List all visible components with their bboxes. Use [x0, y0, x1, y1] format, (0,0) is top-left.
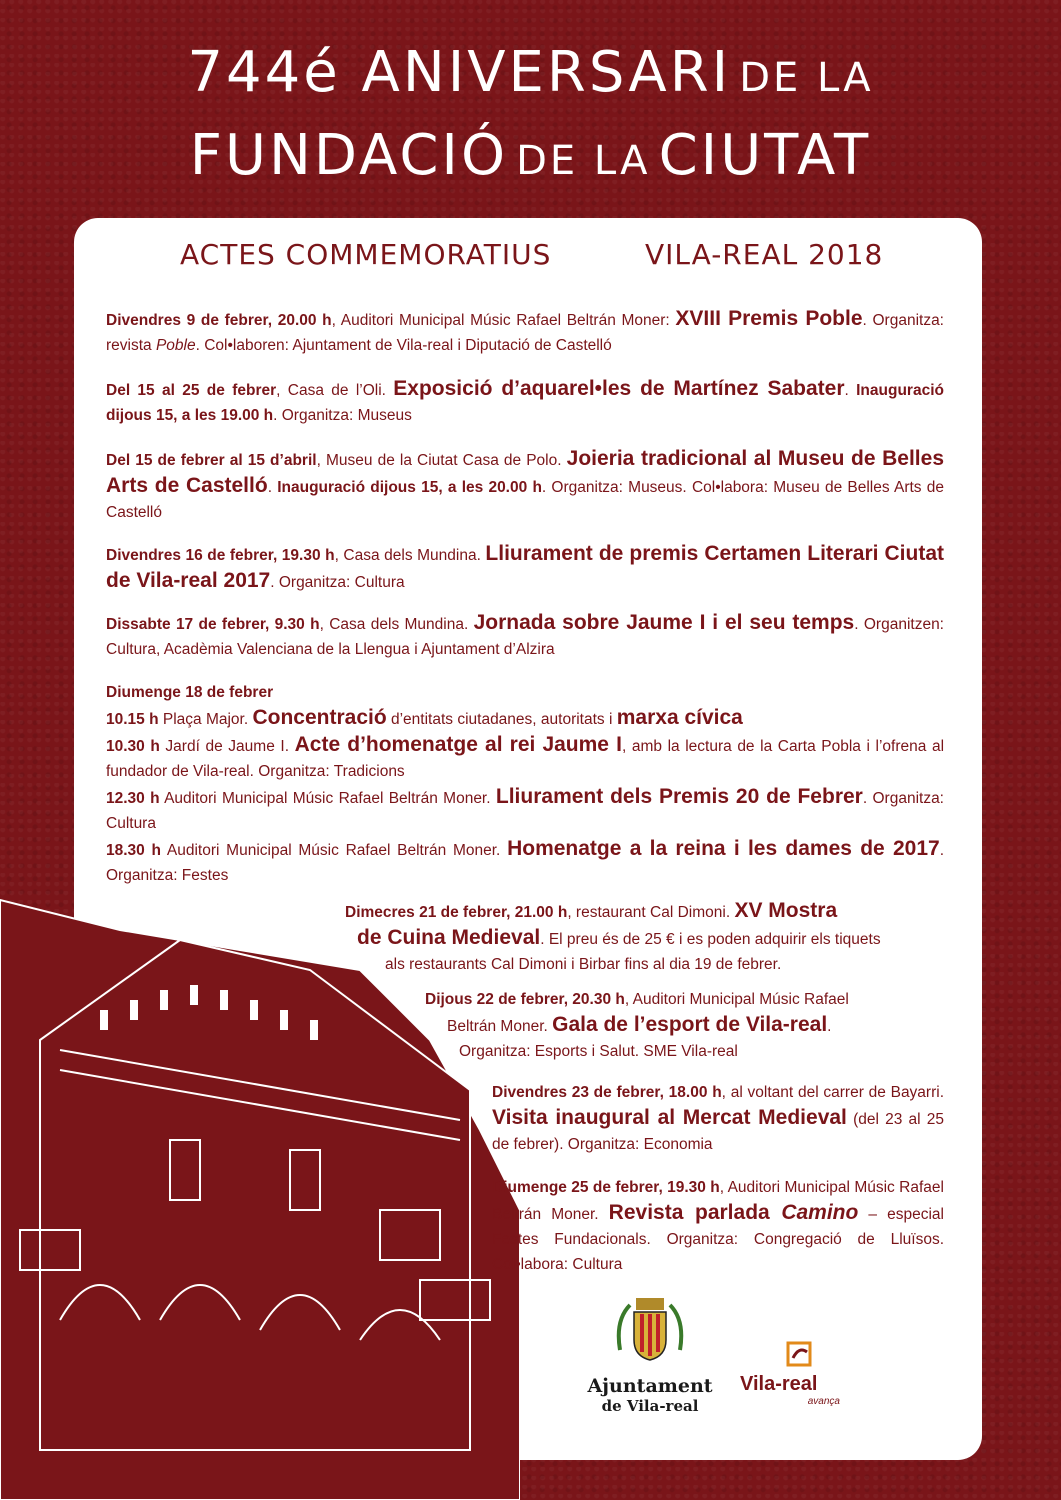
- event-4: Divendres 16 de febrer, 19.30 h, Casa dels Mundina. Lliurament de premis Certamen Literari Ciutat de Vila-real 2017. Organitza: Cultura: [106, 542, 945, 592]
- brand-subtitle: avança: [807, 1396, 840, 1407]
- event-7: Dimecres 21 de febrer, 21.00 h, restaurant Cal Dimoni. XV Mostra de Cuina Medieval. El preu és de 25 € i es poden adquirir els tiquets als restaurants Cal Dimoni i Birbar fins al dia 19 de febrer.: [345, 899, 881, 973]
- brand-name: Vila-real: [740, 1373, 818, 1395]
- poster-title: [0, 38, 1061, 204]
- ajuntament-line-2: de Vila-real: [601, 1397, 699, 1415]
- event-5: Dissabte 17 de febrer, 9.30 h, Casa dels Mundina. Jornada sobre Jaume I i el seu temps. Organitzen: Cultura, Acadèmia Valenciana de la Llengua i Ajuntament d’Alzira: [106, 611, 944, 658]
- ajuntament-logo: [585, 1290, 715, 1415]
- event-6-a: 10.15 h Plaça Major. Concentració d’entitats ciutadanes, autoritats i marxa cívica: [106, 706, 743, 729]
- header-left: ACTES COMMEMORATIUS: [180, 238, 552, 271]
- event-6-d: 18.30 h Auditori Municipal Músic Rafael Beltrán Moner. Homenatge a la reina i les dames de 2017. Organitza: Festes: [106, 837, 944, 884]
- coat-of-arms-icon: [610, 1290, 690, 1370]
- title-line-2: FUNDACIÓ DE LA CIUTAT: [189, 123, 872, 188]
- event-2: Del 15 al 25 de febrer, Casa de l’Oli. Exposició d’aquarel•les de Martínez Sabater. Inauguració dijous 15, a les 19.00 h. Organitza: Museus: [106, 377, 944, 424]
- event-9: Divendres 23 de febrer, 18.00 h, al voltant del carrer de Bayarri. Visita inaugural al Mercat Medieval (del 23 al 25 de febrer). Organitza: Economia: [492, 1084, 945, 1153]
- event-6-b: 10.30 h Jardí de Jaume I. Acte d’homenatge al rei Jaume I, amb la lectura de la Carta Pobla i l’ofrena al fundador de Vila-real. Organitza: Tradicions: [106, 733, 945, 780]
- event-8: Dijous 22 de febrer, 20.30 h, Auditori Municipal Músic Rafael Beltrán Moner. Gala de l’esport de Vila-real. Organitza: Esports i Salut. SME Vila-real: [425, 991, 849, 1060]
- title-line-1: 744é ANIVERSARI DE LA: [187, 40, 874, 105]
- vilareal-brand-logo: [740, 1340, 860, 1407]
- event-1: Divendres 9 de febrer, 20.00 h, Auditori Municipal Músic Rafael Beltrán Moner: XVIII Premis Poble. Organitza: revista Poble. Col•laboren: Ajuntament de Vila-real i Diputació de Castelló: [106, 307, 944, 354]
- brand-mark-icon: [785, 1340, 815, 1368]
- ajuntament-line-1: Ajuntament: [587, 1375, 713, 1397]
- event-6: [106, 680, 944, 888]
- event-3: Del 15 de febrer al 15 d’abril, Museu de la Ciutat Casa de Polo. Joieria tradicional al Museu de Belles Arts de Castelló. Inauguració dijous 15, a les 20.00 h. Organitza: Museus. Col•labora: Museu de Belles Arts de Castelló: [106, 447, 944, 521]
- building-illustration: [0, 890, 520, 1500]
- header-right: VILA-REAL 2018: [645, 238, 884, 271]
- event-6-day: Diumenge 18 de febrer: [106, 684, 274, 701]
- event-10: Diumenge 25 de febrer, 19.30 h, Auditori Municipal Músic Rafael Beltrán Moner. Revista parlada Camino – especial Festes Fundacionals. Organitza: Congregació de Lluïsos. Col•labora: Cultura: [492, 1179, 944, 1273]
- event-6-c: 12.30 h Auditori Municipal Músic Rafael Beltrán Moner. Lliurament dels Premis 20 de Febrer. Organitza: Cultura: [106, 785, 944, 832]
